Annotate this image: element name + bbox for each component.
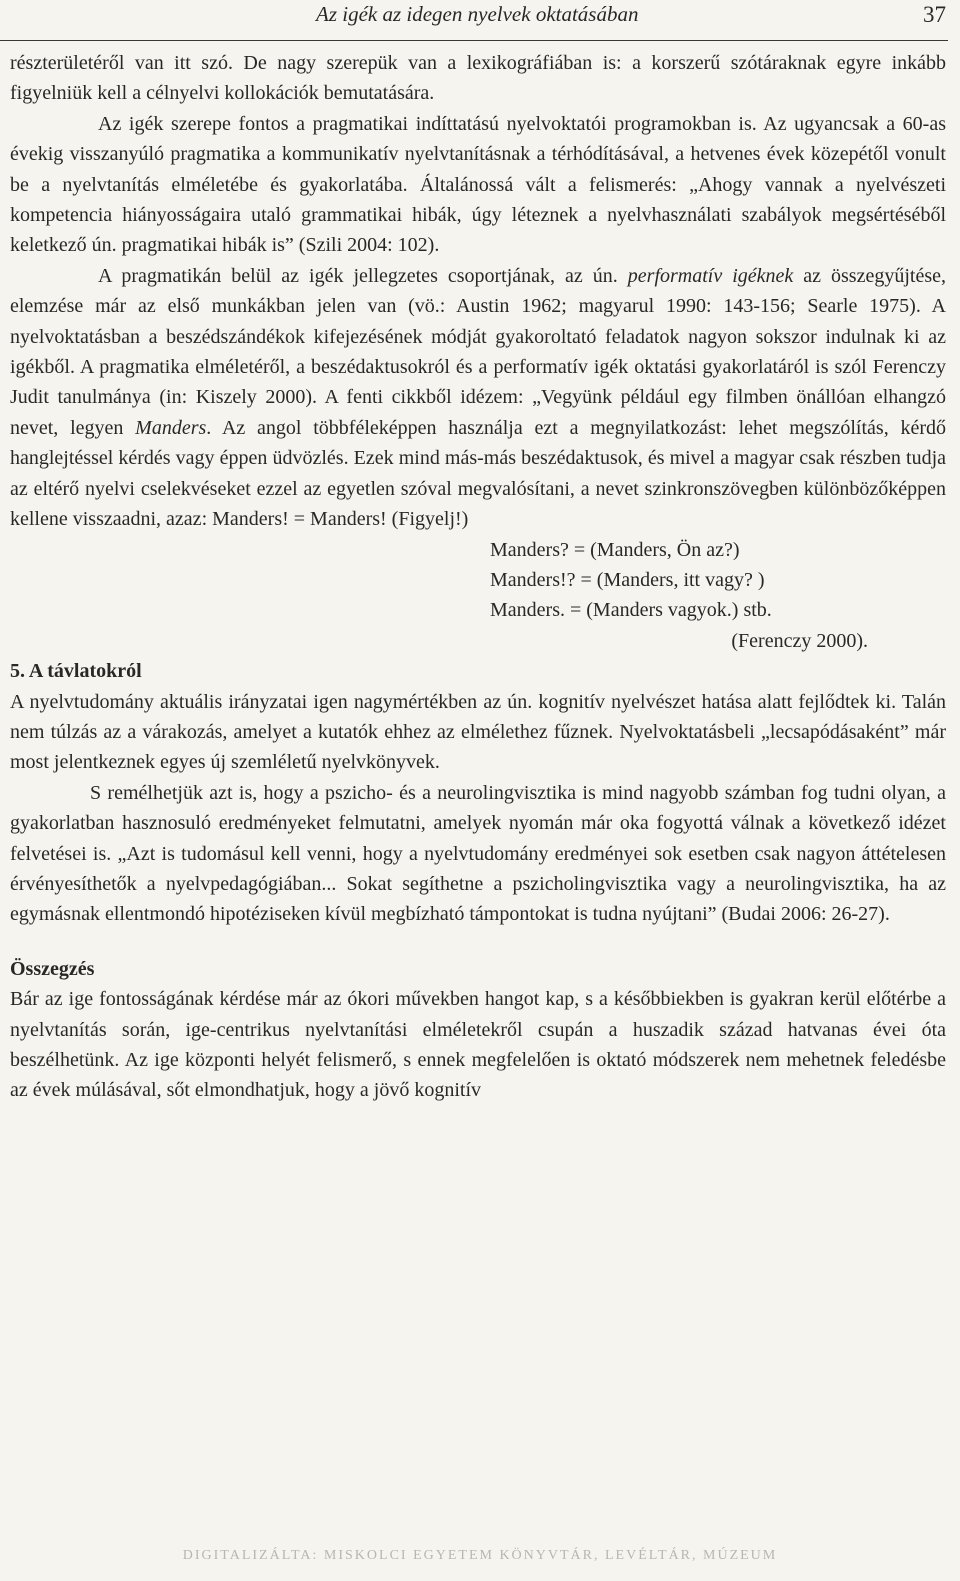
example-line: Manders? = (Manders, Ön az?): [490, 538, 740, 561]
example-line: Manders. = (Manders vagyok.) stb.: [490, 599, 772, 622]
body-text: [10, 48, 946, 1106]
paragraph-summary: Bár az ige fontosságának kérdése már az ókori művekben hangot kap, s a későbbiekben is gyakran kerül előtérbe a nyelvtanítás során, ige-centrikus nyelvtanítási elméletekről csupán a huszadik század hatvanas évei óta beszélhetünk. Az ige központi helyét felismerő, s ennek megfelelően is oktató módszerek nem mehetnek feledésbe az évek múlásával, sőt elmondhatjuk, hogy a jövő kognitív: [10, 988, 946, 1102]
paragraph-cognitive: A nyelvtudomány aktuális irányzatai igen nagymértékben az ún. kognitív nyelvészet hatása alatt fejlődtek ki. Talán nem túlzás az a várakozás, amelyet a kutatók ehhez az elmélethez fűznek. Nyelvoktatásbeli „lecsapódásaként” már most jelentkeznek egyes új szemléletű nyelvkönyvek.: [10, 690, 946, 774]
section-heading-outlook: 5. A távlatokról: [10, 660, 142, 683]
page-number: 37: [923, 2, 946, 27]
paragraph-text: az összegyűjtése, elemzése már az első munkákban jelen van (vö.: Austin 1962; magyarul 1990: 143-156; Searle 1975). A nyelvoktatásban a beszédszándékok kifejezésének módját gyakoroltató feladatok nagyon sokszor indulnak ki az igékből. A pragmatika elméletéről, a beszédaktusokról és a performatív igék oktatási gyakorlatáról is szól Ferenczy Judit tanulmánya (in: Kiszely 2000). A fenti cikkből idézem: „Vegyünk például egy filmben önállóan elhangzó nevet, legyen: [10, 264, 946, 439]
emphasis-name: Manders: [135, 416, 207, 439]
example-line: Manders!? = (Manders, itt vagy? ): [490, 568, 765, 591]
example-list: [490, 535, 946, 657]
emphasis-term: performatív igéknek: [627, 264, 794, 287]
running-header: [0, 0, 948, 41]
digitization-watermark: DIGITALIZÁLTA: MISKOLCI EGYETEM KÖNYVTÁR, LEVÉLTÁR, MÚZEUM: [182, 1548, 778, 1563]
paragraph-text: A pragmatikán belül az igék jellegzetes csoportjának, az ún.: [98, 264, 628, 287]
paragraph-pragmatics: Az igék szerepe fontos a pragmatikai indíttatású nyelvoktatói programokban is. Az ugyancsak a 60-as évekig visszanyúló pragmatika a kommunikatív nyelvtanításnak a térhódításával, a hetvenes évek közepétől vonult be a nyelvtanítás elméletébe és gyakorlatába. Általánossá vált a felismerés: „Ahogy vannak a nyelvészeti kompetencia hiányosságaira utaló grammatikai hibák, úgy léteznek a nyelvhasználati szabályok megsértéséből keletkező ún. pragmatikai hibák is” (Szili 2004: 102).: [10, 112, 946, 257]
paragraph-psycholinguistics: S remélhetjük azt is, hogy a pszicho- és a neurolingvisztika is mind nagyobb számban fog tudni olyan, a gyakorlatban hasznosuló eredményeket felmutatni, amelyek nyomán már oka fogyottá válnak a következő idézet felvetései is. „Azt is tudomásul kell venni, hogy a nyelvtudomány eredményei sok esetben csak nagyon áttételesen érvényesíthetők a nyelvpedagógiában... Sokat segíthetne a pszicholingvisztika vagy a neurolingvisztika, ha az egymásnak ellentmondó hipotéziseken kívül megbízható támpontokat is tudna nyújtani” (Budai 2006: 26-27).: [10, 781, 946, 926]
paragraph-text: . Az angol többféleképpen használja ezt a megnyilatkozást: lehet megszólítás, kérdő hanglejtéssel kérdés vagy éppen üdvözlés. Ezek mind más-más beszédaktusok, és mivel a magyar csak részben tudja az eltérő nyelvi cselekvéseket ezzel az egyetlen szóval megvalósítani, a nevet szinkronszövegben különbözőképpen kellene visszaadni, azaz: Manders! = Manders! (Figyelj!): [10, 416, 946, 531]
paragraph-continuation: részterületéről van itt szó. De nagy szerepük van a lexikográfiában is: a korszerű szótáraknak egyre inkább figyelniük kell a célnyelvi kollokációk bemutatására.: [10, 52, 946, 105]
running-title: Az igék az idegen nyelvek oktatásában: [316, 2, 639, 26]
section-heading-summary: Összegzés: [10, 957, 95, 980]
paragraph-performative: [10, 261, 946, 535]
example-source: (Ferenczy 2000).: [731, 629, 868, 652]
